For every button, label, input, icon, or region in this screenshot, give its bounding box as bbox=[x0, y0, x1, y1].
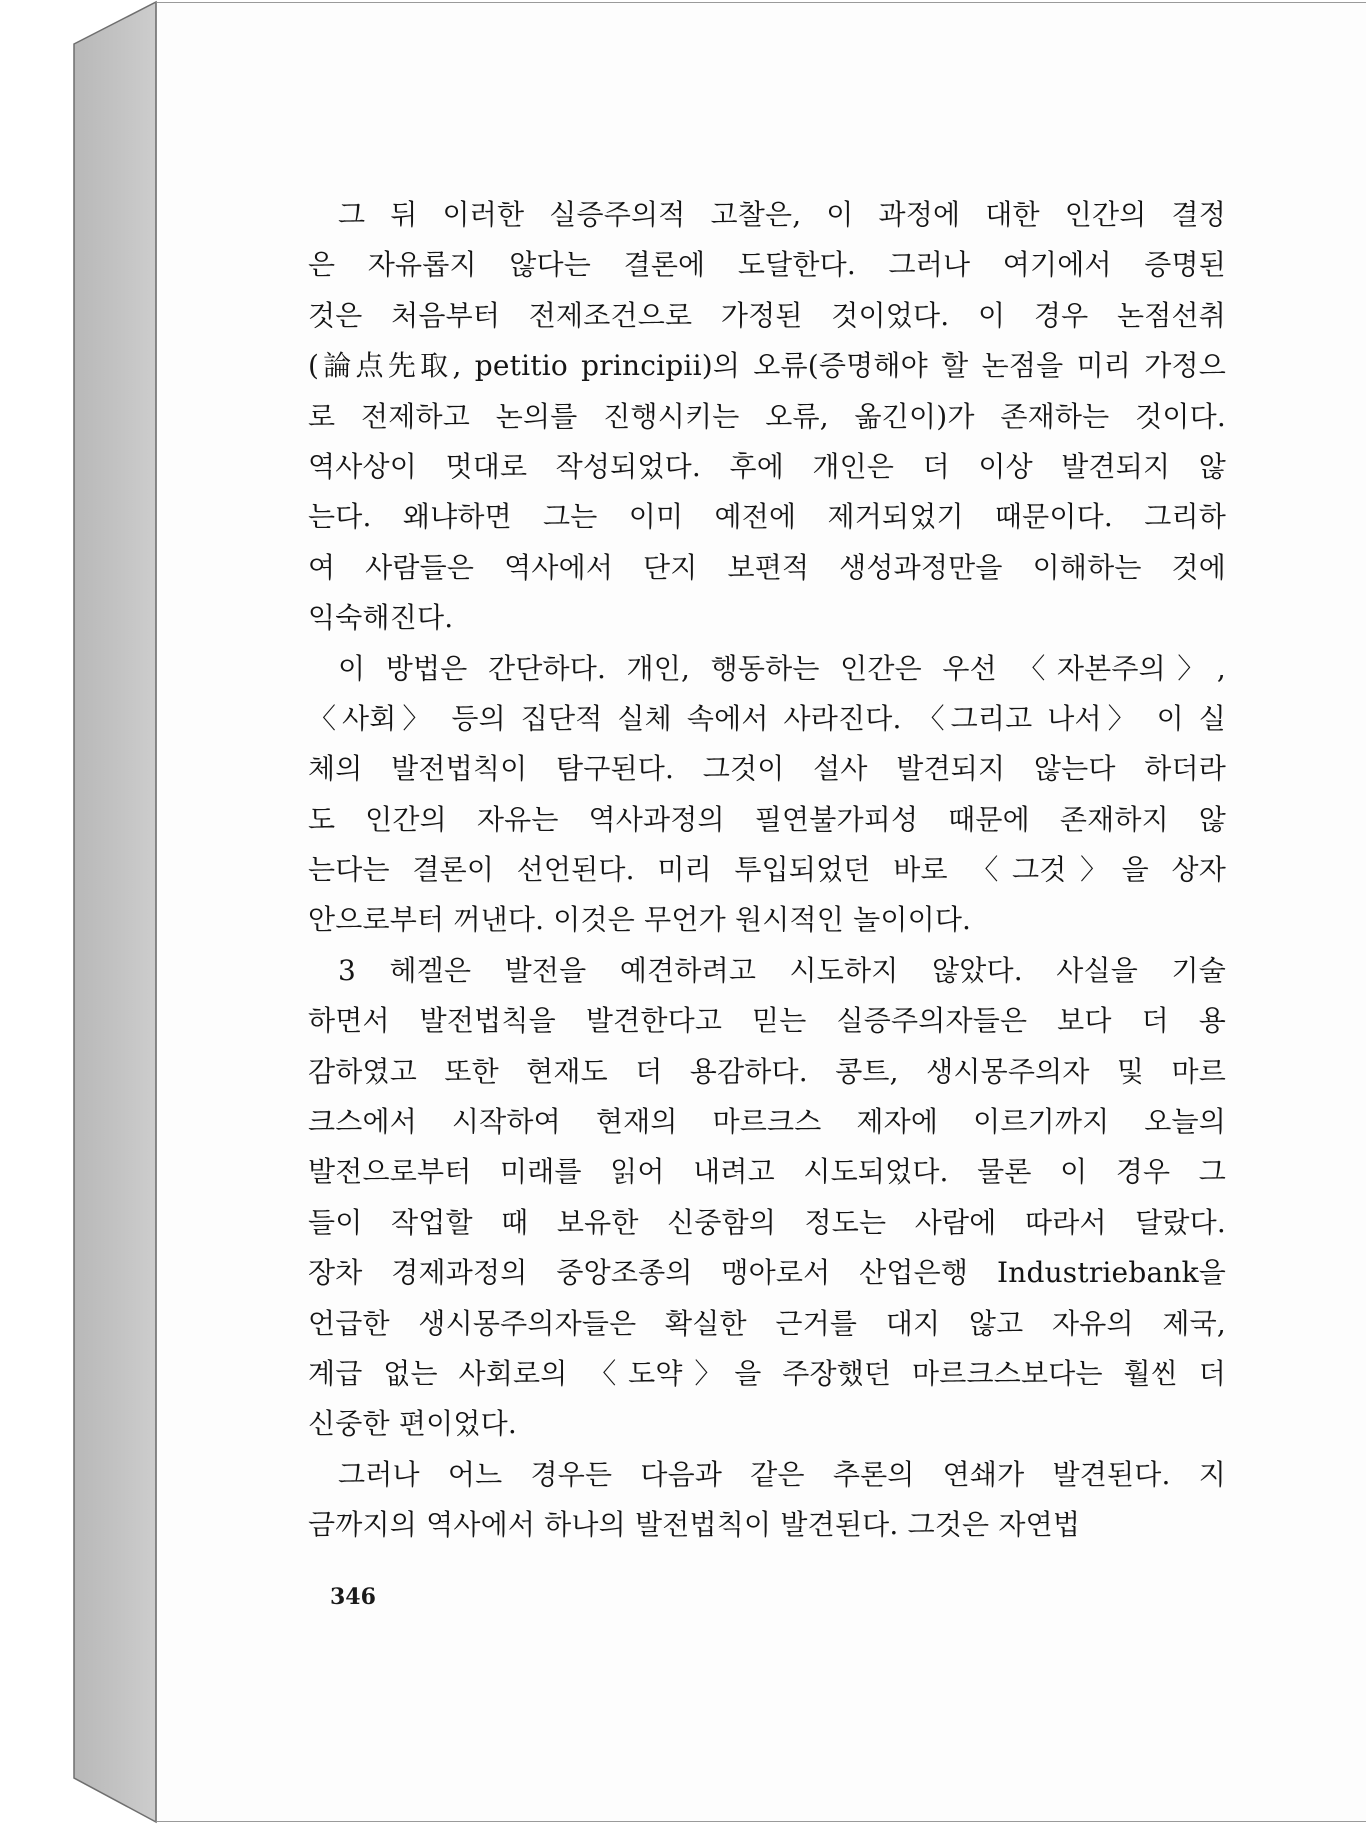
text-line: 것은 처음부터 전제조건으로 가정된 것이었다. 이 경우 논점선취 bbox=[308, 298, 1226, 332]
paragraph bbox=[308, 190, 1226, 644]
text-line: 그 뒤 이러한 실증주의적 고찰은, 이 과정에 대한 인간의 결정 bbox=[338, 198, 1226, 231]
text-line: 들이 작업할 때 보유한 신중함의 정도는 사람에 따라서 달랐다. bbox=[308, 1205, 1226, 1239]
text-line: 하면서 발전법칙을 발견한다고 믿는 실증주의자들은 보다 더 용 bbox=[308, 1004, 1226, 1038]
text-line: 언급한 생시몽주의자들은 확실한 근거를 대지 않고 자유의 제국, bbox=[308, 1306, 1226, 1340]
text-line: 장차 경제과정의 중앙조종의 맹아로서 산업은행 Industriebank을 bbox=[308, 1256, 1226, 1290]
text-line: 감하였고 또한 현재도 더 용감하다. 콩트, 생시몽주의자 및 마르 bbox=[308, 1054, 1226, 1088]
text-line: 로 전제하고 논의를 진행시키는 오류, 옮긴이)가 존재하는 것이다. bbox=[308, 399, 1226, 433]
paragraph bbox=[308, 1450, 1226, 1551]
text-line: 역사상이 멋대로 작성되었다. 후에 개인은 더 이상 발견되지 않 bbox=[308, 449, 1226, 483]
page-number: 346 bbox=[330, 1584, 376, 1610]
text-line: 는다. 왜냐하면 그는 이미 예전에 제거되었기 때문이다. 그리하 bbox=[308, 500, 1226, 534]
text-line: 여 사람들은 역사에서 단지 보편적 생성과정만을 이해하는 것에 bbox=[308, 550, 1226, 584]
text-line: 크스에서 시작하여 현재의 마르크스 제자에 이르기까지 오늘의 bbox=[308, 1105, 1226, 1139]
text-line: 익숙해진다. bbox=[308, 601, 454, 635]
text-line: 금까지의 역사에서 하나의 발전법칙이 발견된다. 그것은 자연법 bbox=[308, 1508, 1081, 1542]
text-line: 이 방법은 간단하다. 개인, 행동하는 인간은 우선 〈자본주의〉, bbox=[338, 651, 1226, 685]
text-line: (論点先取, petitio principii)의 오류(증명해야 할 논점을 미리 가정으 bbox=[308, 349, 1226, 383]
text-line: 는다는 결론이 선언된다. 미리 투입되었던 바로 〈그것〉을 상자 bbox=[308, 853, 1226, 887]
text-line: 3 헤겔은 발전을 예견하려고 시도하지 않았다. 사실을 기술 bbox=[338, 953, 1226, 987]
text-line: 발전으로부터 미래를 읽어 내려고 시도되었다. 물론 이 경우 그 bbox=[308, 1155, 1226, 1189]
text-line: 안으로부터 꺼낸다. 이것은 무언가 원시적인 놀이이다. bbox=[308, 903, 972, 937]
text-line: 그러나 어느 경우든 다음과 같은 추론의 연쇄가 발견된다. 지 bbox=[338, 1457, 1226, 1491]
text-line: 체의 발전법칙이 탐구된다. 그것이 설사 발견되지 않는다 하더라 bbox=[308, 752, 1226, 786]
page-body-text bbox=[308, 190, 1226, 1551]
paragraph bbox=[308, 644, 1226, 946]
paragraph bbox=[308, 946, 1226, 1450]
text-line: 신중한 편이었다. bbox=[308, 1407, 517, 1441]
text-line: 〈사회〉 등의 집단적 실체 속에서 사라진다. 〈그리고 나서〉 이 실 bbox=[308, 701, 1226, 735]
text-line: 계급 없는 사회로의 〈도약〉을 주장했던 마르크스보다는 훨씬 더 bbox=[308, 1356, 1226, 1390]
text-line: 도 인간의 자유는 역사과정의 필연불가피성 때문에 존재하지 않 bbox=[308, 802, 1226, 836]
text-line: 은 자유롭지 않다는 결론에 도달한다. 그러나 여기에서 증명된 bbox=[308, 248, 1226, 282]
